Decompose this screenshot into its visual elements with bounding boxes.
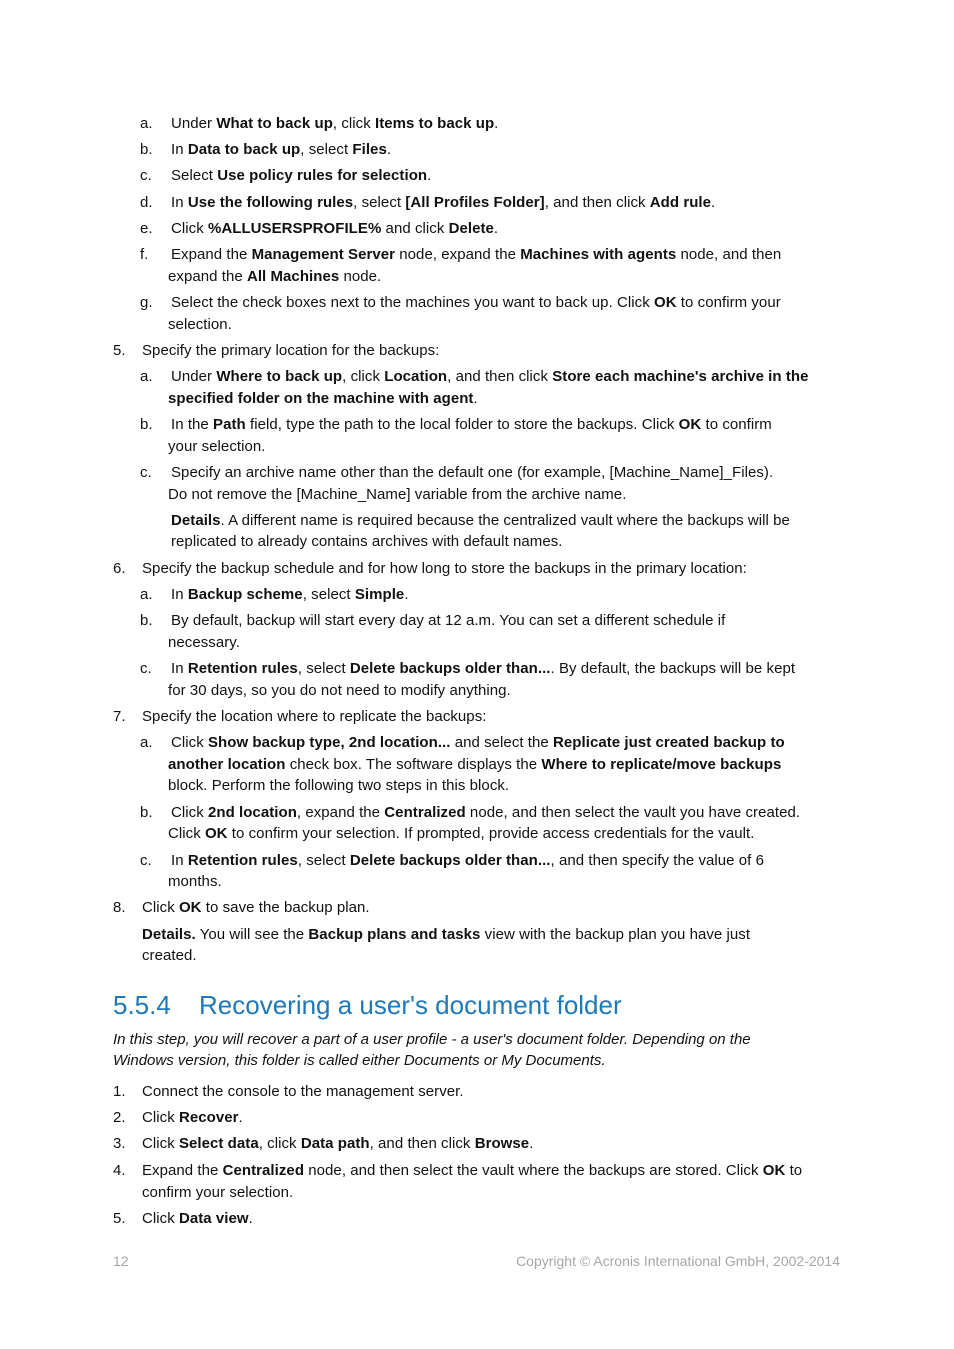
bold-term: Where to back up bbox=[216, 368, 343, 385]
bold-term: Path bbox=[213, 416, 246, 433]
list-marker: 1. bbox=[113, 1083, 126, 1100]
text-run: Click bbox=[142, 1109, 179, 1126]
copyright-notice: Copyright © Acronis International GmbH, 2002-2014 bbox=[516, 1253, 840, 1269]
text-run: Connect the console to the management server. bbox=[142, 1083, 464, 1100]
bold-term: Data view bbox=[178, 1210, 249, 1227]
text-run: for 30 days, so you do not need to modify anything. bbox=[168, 682, 511, 699]
text-run: replicated to already contains archives with default names. bbox=[171, 533, 563, 550]
bold-term: Simple bbox=[354, 586, 405, 603]
list-item-text bbox=[168, 755, 781, 775]
text-run: In the bbox=[171, 416, 214, 433]
text-run: In bbox=[171, 141, 188, 158]
bold-term: Backup scheme bbox=[187, 586, 303, 603]
bold-term: Centralized bbox=[222, 1162, 305, 1179]
list-item-text bbox=[142, 1209, 253, 1229]
details-note bbox=[142, 946, 197, 966]
section-intro: In this step, you will recover a part of a user profile - a user's document folder. Depending on the bbox=[113, 1031, 751, 1048]
text-run: created. bbox=[142, 947, 197, 964]
list-marker: b. bbox=[140, 612, 153, 629]
text-run: months. bbox=[168, 873, 222, 890]
text-run: your selection. bbox=[168, 438, 266, 455]
text-run: Select bbox=[171, 167, 218, 184]
bold-term: Files bbox=[352, 141, 387, 158]
list-marker: b. bbox=[140, 416, 153, 433]
list-item-text bbox=[142, 1082, 464, 1102]
bold-term: Browse bbox=[474, 1135, 530, 1152]
list-marker: d. bbox=[140, 194, 153, 211]
list-item-text bbox=[171, 245, 781, 265]
text-run: , select bbox=[300, 141, 353, 158]
list-marker: f. bbox=[140, 246, 149, 263]
bold-term: Retention rules bbox=[187, 852, 298, 869]
text-run: Select the check boxes next to the machines you want to back up. Click bbox=[171, 294, 654, 311]
text-run: . bbox=[238, 1109, 243, 1126]
details-note bbox=[171, 511, 790, 531]
list-item-text bbox=[171, 585, 409, 605]
bold-term: specified folder on the machine with agent bbox=[168, 390, 474, 407]
details-note bbox=[171, 532, 563, 552]
bold-term: Use policy rules for selection bbox=[217, 167, 428, 184]
text-run: By default, backup will start every day at 12 a.m. You can set a different schedule if bbox=[171, 612, 726, 629]
text-run: In bbox=[171, 586, 188, 603]
list-marker: a. bbox=[140, 586, 153, 603]
text-run: to confirm bbox=[701, 416, 772, 433]
list-marker: 4. bbox=[113, 1162, 126, 1179]
text-run: . bbox=[427, 167, 432, 184]
bold-term: Location bbox=[384, 368, 448, 385]
text-run: Expand the bbox=[171, 246, 252, 263]
bold-term: [All Profiles Folder] bbox=[405, 194, 545, 211]
bold-term: Backup plans and tasks bbox=[308, 926, 481, 943]
list-marker: c. bbox=[140, 167, 152, 184]
text-run: node, and then select the vault you have created. bbox=[465, 804, 801, 821]
bold-term: Retention rules bbox=[187, 660, 298, 677]
bold-term: Items to back up bbox=[375, 115, 495, 132]
list-marker: c. bbox=[140, 464, 152, 481]
text-run: . By default, the backups will be kept bbox=[550, 660, 796, 677]
bold-term: Delete backups older than... bbox=[349, 852, 551, 869]
bold-term: another location bbox=[168, 756, 286, 773]
bold-term: 2nd location bbox=[207, 804, 297, 821]
text-run: In bbox=[171, 852, 188, 869]
list-marker: a. bbox=[140, 734, 153, 751]
text-run: to confirm your selection. If prompted, provide access credentials for the vault. bbox=[227, 825, 755, 842]
text-run: , click bbox=[258, 1135, 301, 1152]
bold-term: Details. bbox=[142, 926, 196, 943]
text-run: . A different name is required because the centralized vault where the backups will be bbox=[220, 512, 790, 529]
text-run: Under bbox=[171, 115, 217, 132]
text-run: Click bbox=[168, 825, 205, 842]
text-run: , select bbox=[302, 586, 355, 603]
text-run: . bbox=[529, 1135, 534, 1152]
list-marker: 5. bbox=[113, 1210, 126, 1227]
list-marker: 2. bbox=[113, 1109, 126, 1126]
text-run: node, and then bbox=[676, 246, 782, 263]
list-item-text bbox=[171, 367, 808, 387]
text-run: . bbox=[248, 1210, 253, 1227]
bold-term: OK bbox=[678, 416, 702, 433]
page-number: 12 bbox=[113, 1253, 129, 1269]
bold-term: Data path bbox=[300, 1135, 370, 1152]
list-marker: 3. bbox=[113, 1135, 126, 1152]
text-run: expand the bbox=[168, 268, 247, 285]
text-run: block. Perform the following two steps in this block. bbox=[168, 777, 510, 794]
text-run: node. bbox=[339, 268, 382, 285]
bold-term: Use the following rules bbox=[187, 194, 354, 211]
list-item-text bbox=[142, 1183, 293, 1203]
list-marker: 7. bbox=[113, 708, 126, 725]
list-marker: g. bbox=[140, 294, 153, 311]
bold-term: Centralized bbox=[384, 804, 466, 821]
text-run: In bbox=[171, 660, 188, 677]
list-item-text bbox=[171, 219, 498, 239]
text-run: selection. bbox=[168, 316, 232, 333]
text-run: . bbox=[493, 220, 499, 237]
text-run: . bbox=[386, 141, 392, 158]
list-item-text bbox=[168, 389, 478, 409]
list-item-text bbox=[168, 485, 626, 505]
text-run: Click bbox=[171, 220, 208, 237]
list-item-text bbox=[171, 415, 772, 435]
section-intro: Windows version, this folder is called either Documents or My Documents. bbox=[113, 1052, 606, 1069]
bold-term: Details bbox=[171, 512, 221, 529]
text-run: Under bbox=[171, 368, 217, 385]
text-run: to confirm your bbox=[676, 294, 781, 311]
text-run: . bbox=[404, 586, 409, 603]
text-run: confirm your selection. bbox=[142, 1184, 294, 1201]
text-run: , click bbox=[332, 115, 375, 132]
text-run: Click bbox=[171, 734, 208, 751]
text-run: Click bbox=[142, 1210, 179, 1227]
list-item-text: Specify the backup schedule and for how long to store the backups in the primary location: bbox=[142, 560, 747, 577]
list-item-text bbox=[171, 803, 800, 823]
section-heading bbox=[113, 988, 622, 1022]
text-run: In bbox=[171, 194, 188, 211]
text-run: . bbox=[494, 115, 499, 132]
list-marker: c. bbox=[140, 852, 152, 869]
text-run: Do not remove the [Machine_Name] variable from the archive name. bbox=[168, 486, 627, 503]
text-run: , select bbox=[353, 194, 406, 211]
list-marker: a. bbox=[140, 115, 153, 132]
bold-term: Store each machine's archive in the bbox=[552, 368, 809, 385]
bold-term: Data to back up bbox=[187, 141, 301, 158]
list-item-text bbox=[142, 1161, 802, 1181]
list-item-text: Specify the location where to replicate the backups: bbox=[142, 708, 487, 725]
list-item-text bbox=[171, 293, 781, 313]
text-run: and select the bbox=[450, 734, 554, 751]
bold-term: OK bbox=[178, 899, 202, 916]
text-run: and click bbox=[381, 220, 449, 237]
list-item-text bbox=[142, 1134, 533, 1154]
list-item-text bbox=[171, 463, 773, 483]
list-item-text bbox=[171, 114, 498, 134]
details-note bbox=[142, 925, 750, 945]
text-run: to save the backup plan. bbox=[201, 899, 370, 916]
bold-term: Replicate just created backup to bbox=[553, 734, 785, 751]
text-run: check box. The software displays the bbox=[285, 756, 542, 773]
list-marker: c. bbox=[140, 660, 152, 677]
list-item-text bbox=[171, 193, 715, 213]
bold-term: Show backup type, 2nd location... bbox=[207, 734, 451, 751]
text-run: necessary. bbox=[168, 634, 240, 651]
section-number: 5.5.4 bbox=[113, 990, 171, 1020]
bold-term: Management Server bbox=[251, 246, 396, 263]
bold-term: Machines with agents bbox=[520, 246, 677, 263]
text-run: , click bbox=[342, 368, 385, 385]
list-item-text bbox=[168, 824, 754, 844]
text-run: , and then click bbox=[447, 368, 553, 385]
list-marker: a. bbox=[140, 368, 153, 385]
list-item-text bbox=[168, 776, 509, 796]
section-title: Recovering a user's document folder bbox=[199, 990, 622, 1020]
bold-term: OK bbox=[762, 1162, 786, 1179]
text-run: Click bbox=[142, 899, 179, 916]
list-item-text bbox=[171, 611, 725, 631]
list-item-text bbox=[168, 267, 381, 287]
list-item-text bbox=[171, 659, 795, 679]
text-run: Click bbox=[171, 804, 208, 821]
bold-term: Recover bbox=[178, 1109, 239, 1126]
text-run: node, and then select the vault where the backups are stored. Click bbox=[304, 1162, 763, 1179]
bold-term: OK bbox=[204, 825, 228, 842]
text-run: , select bbox=[297, 852, 350, 869]
list-marker: e. bbox=[140, 220, 153, 237]
list-item-text bbox=[171, 733, 785, 753]
bold-term: Delete backups older than... bbox=[349, 660, 551, 677]
bold-term: All Machines bbox=[246, 268, 340, 285]
list-marker: 8. bbox=[113, 899, 126, 916]
bold-term: Add rule bbox=[649, 194, 712, 211]
list-item-text bbox=[142, 898, 370, 918]
text-run: view with the backup plan you have just bbox=[480, 926, 751, 943]
list-item-text bbox=[168, 681, 511, 701]
text-run: field, type the path to the local folder to store the backups. Click bbox=[245, 416, 679, 433]
text-run: , and then specify the value of 6 bbox=[550, 852, 764, 869]
text-run: , and then click bbox=[369, 1135, 475, 1152]
list-item-text bbox=[168, 437, 265, 457]
text-run: , select bbox=[297, 660, 350, 677]
bold-term: %ALLUSERSPROFILE% bbox=[207, 220, 382, 237]
list-item-text bbox=[171, 140, 391, 160]
text-run: You will see the bbox=[195, 926, 309, 943]
text-run: Click bbox=[142, 1135, 179, 1152]
list-item-text bbox=[171, 166, 431, 186]
bold-term: OK bbox=[653, 294, 677, 311]
list-item-text bbox=[142, 1108, 243, 1128]
text-run: Expand the bbox=[142, 1162, 223, 1179]
bold-term: Where to replicate/move backups bbox=[541, 756, 782, 773]
list-item-text bbox=[168, 872, 222, 892]
list-marker: 5. bbox=[113, 342, 126, 359]
text-run: , expand the bbox=[296, 804, 385, 821]
list-marker: b. bbox=[140, 804, 153, 821]
list-item-text bbox=[168, 633, 240, 653]
list-marker: b. bbox=[140, 141, 153, 158]
text-run: to bbox=[785, 1162, 803, 1179]
bold-term: What to back up bbox=[216, 115, 333, 132]
list-marker: 6. bbox=[113, 560, 126, 577]
bold-term: Delete bbox=[448, 220, 494, 237]
bold-term: Select data bbox=[178, 1135, 259, 1152]
text-run: . bbox=[711, 194, 716, 211]
list-item-text bbox=[168, 315, 232, 335]
text-run: , and then click bbox=[544, 194, 650, 211]
list-item-text: Specify the primary location for the backups: bbox=[142, 342, 440, 359]
text-run: Specify an archive name other than the default one (for example, [Machine_Name]_Files). bbox=[171, 464, 774, 481]
text-run: node, expand the bbox=[395, 246, 521, 263]
text-run: . bbox=[473, 390, 478, 407]
list-item-text bbox=[171, 851, 764, 871]
